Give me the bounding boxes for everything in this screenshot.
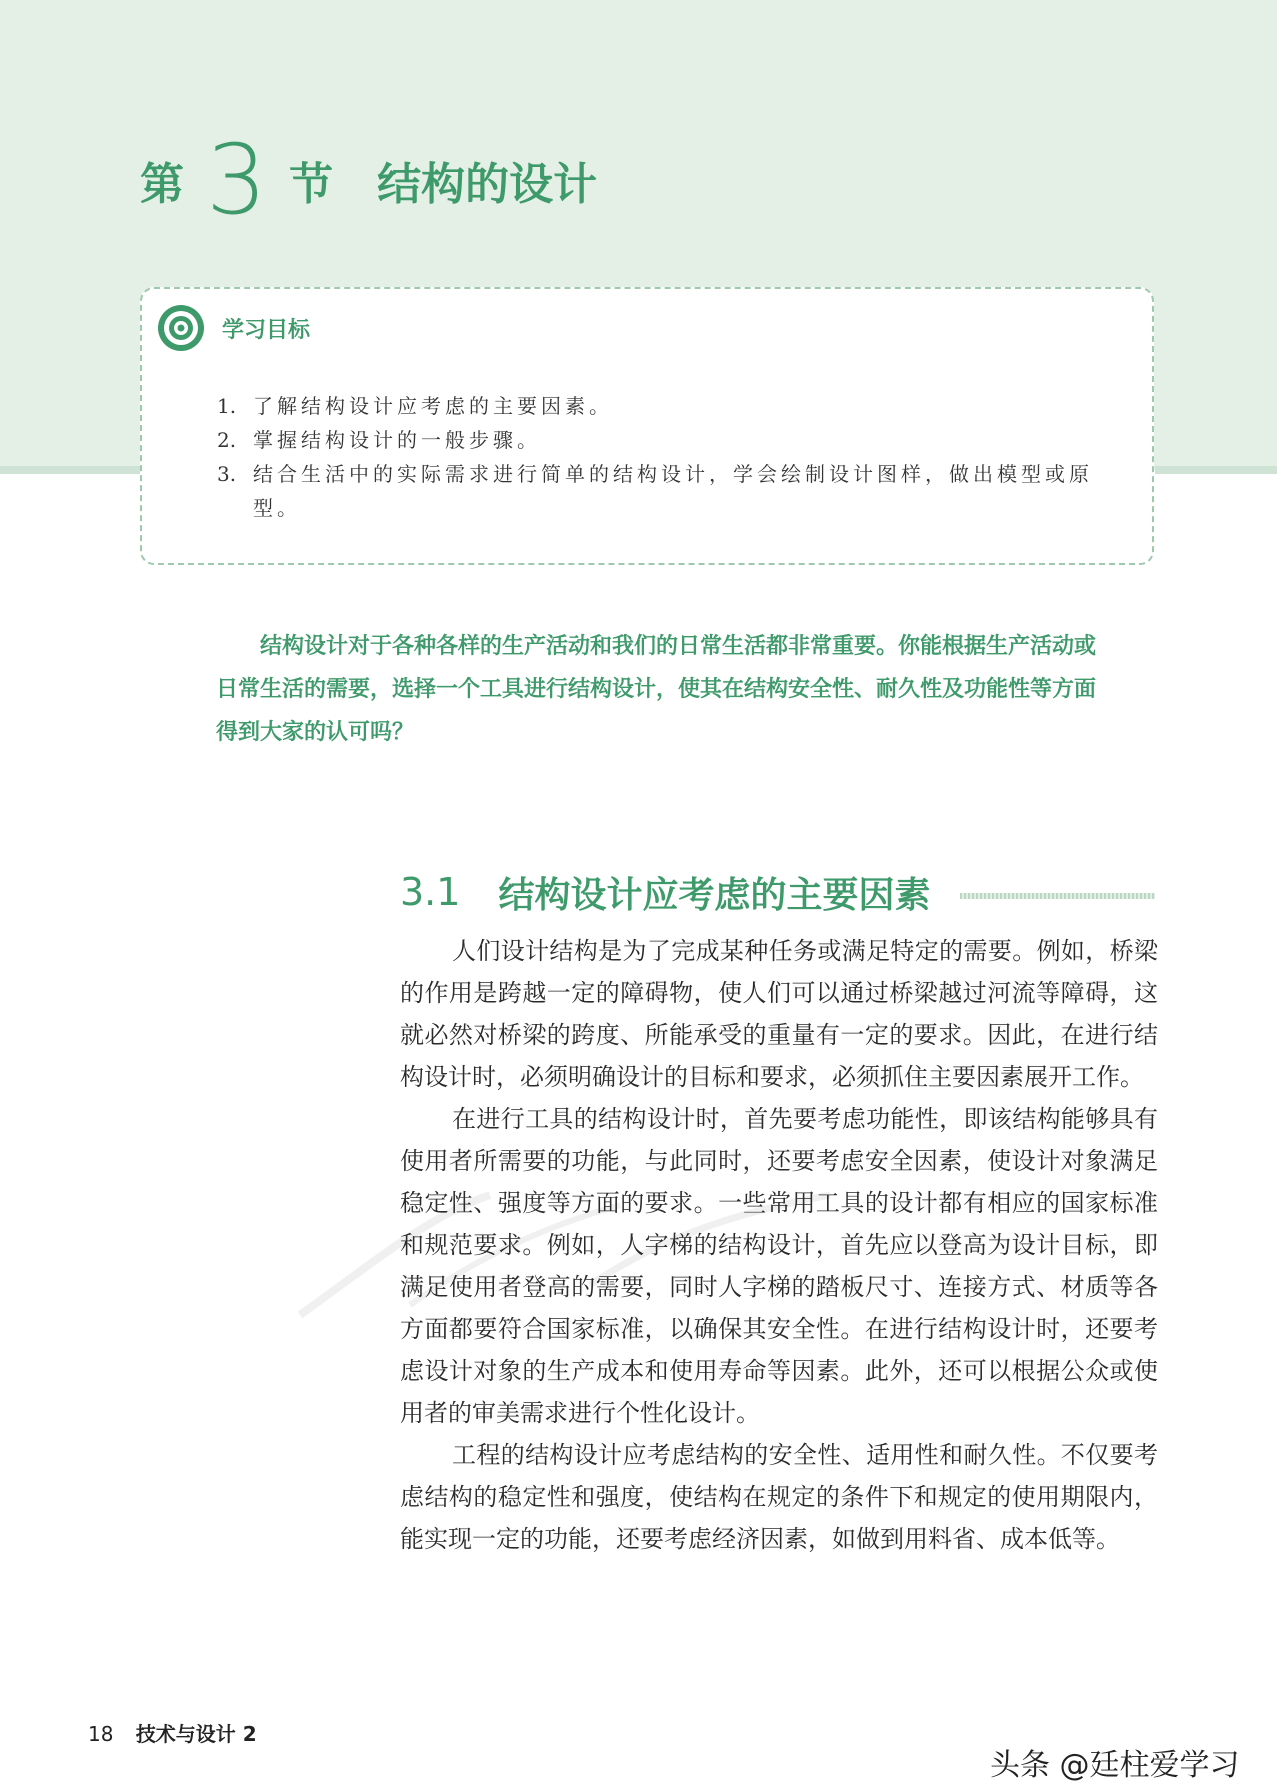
page-number: 18 xyxy=(88,1722,114,1746)
goals-list xyxy=(217,389,1097,525)
source-credit: 头条 @廷柱爱学习 xyxy=(990,1748,1240,1783)
section-name: 结构的设计 xyxy=(377,159,598,210)
section-title xyxy=(140,124,598,236)
book-title: 技术与设计 2 xyxy=(135,1722,257,1746)
goal-text: 了解结构设计应考虑的主要因素。 xyxy=(253,394,613,418)
body-paragraph: 人们设计结构是为了完成某种任务或满足特定的需要。例如，桥梁的作用是跨越一定的障碍物，使人们可以通过桥梁越过河流等障碍，这就必然对桥梁的跨度、所能承受的重量有一定的要求。因此，在进行结构设计时，必须明确设计的目标和要求，必须抓住主要因素展开工作。 xyxy=(400,937,1158,1091)
goal-text: 结合生活中的实际需求进行简单的结构设计，学会绘制设计图样，做出模型或原型。 xyxy=(253,462,1093,520)
body-text xyxy=(400,930,1158,1560)
intro-paragraph: 结构设计对于各种各样的生产活动和我们的日常生活都非常重要。你能根据生产活动或日常生活的需要，选择一个工具进行结构设计，使其在结构安全性、耐久性及功能性等方面得到大家的认可吗？ xyxy=(216,634,1097,745)
goal-text: 掌握结构设计的一般步骤。 xyxy=(253,428,541,452)
body-paragraph: 工程的结构设计应考虑结构的安全性、适用性和耐久性。不仅要考虑结构的稳定性和强度，使结构在规定的条件下和规定的使用期限内，能实现一定的功能，还要考虑经济因素，如做到用料省、成本低等。 xyxy=(400,1441,1158,1553)
band-line-right xyxy=(1155,466,1277,474)
learning-goals-box xyxy=(140,287,1154,565)
section-prefix: 第 xyxy=(140,159,184,210)
section-suffix: 节 xyxy=(289,159,334,210)
goal-number: 2. xyxy=(217,428,237,452)
goal-item xyxy=(217,457,1097,525)
goal-number: 1. xyxy=(217,394,237,418)
goals-header xyxy=(156,303,310,353)
goal-item xyxy=(217,423,1097,457)
section-number: 3 xyxy=(206,124,268,236)
target-icon xyxy=(156,303,206,353)
goal-item xyxy=(217,389,1097,423)
body-paragraph: 在进行工具的结构设计时，首先要考虑功能性，即该结构能够具有使用者所需要的功能，与此同时，还要考虑安全因素，使设计对象满足稳定性、强度等方面的要求。一些常用工具的设计都有相应的国家标准和规范要求。例如，人字梯的结构设计，首先应以登高为设计目标，即满足使用者登高的需要，同时人字梯的踏板尺寸、连接方式、材质等各方面都要符合国家标准，以确保其安全性。在进行结构设计时，还要考虑设计对象的生产成本和使用寿命等因素。此外，还可以根据公众或使用者的审美需求进行个性化设计。 xyxy=(400,1105,1158,1427)
goals-title: 学习目标 xyxy=(222,317,311,343)
band-line-left xyxy=(0,466,140,474)
subsection-number: 3.1 xyxy=(400,870,461,914)
subsection-heading xyxy=(400,862,1155,922)
page-footer xyxy=(88,1718,257,1747)
heading-rule xyxy=(960,893,1155,899)
goal-number: 3. xyxy=(217,462,237,486)
subsection-title: 结构设计应考虑的主要因素 xyxy=(498,874,931,916)
